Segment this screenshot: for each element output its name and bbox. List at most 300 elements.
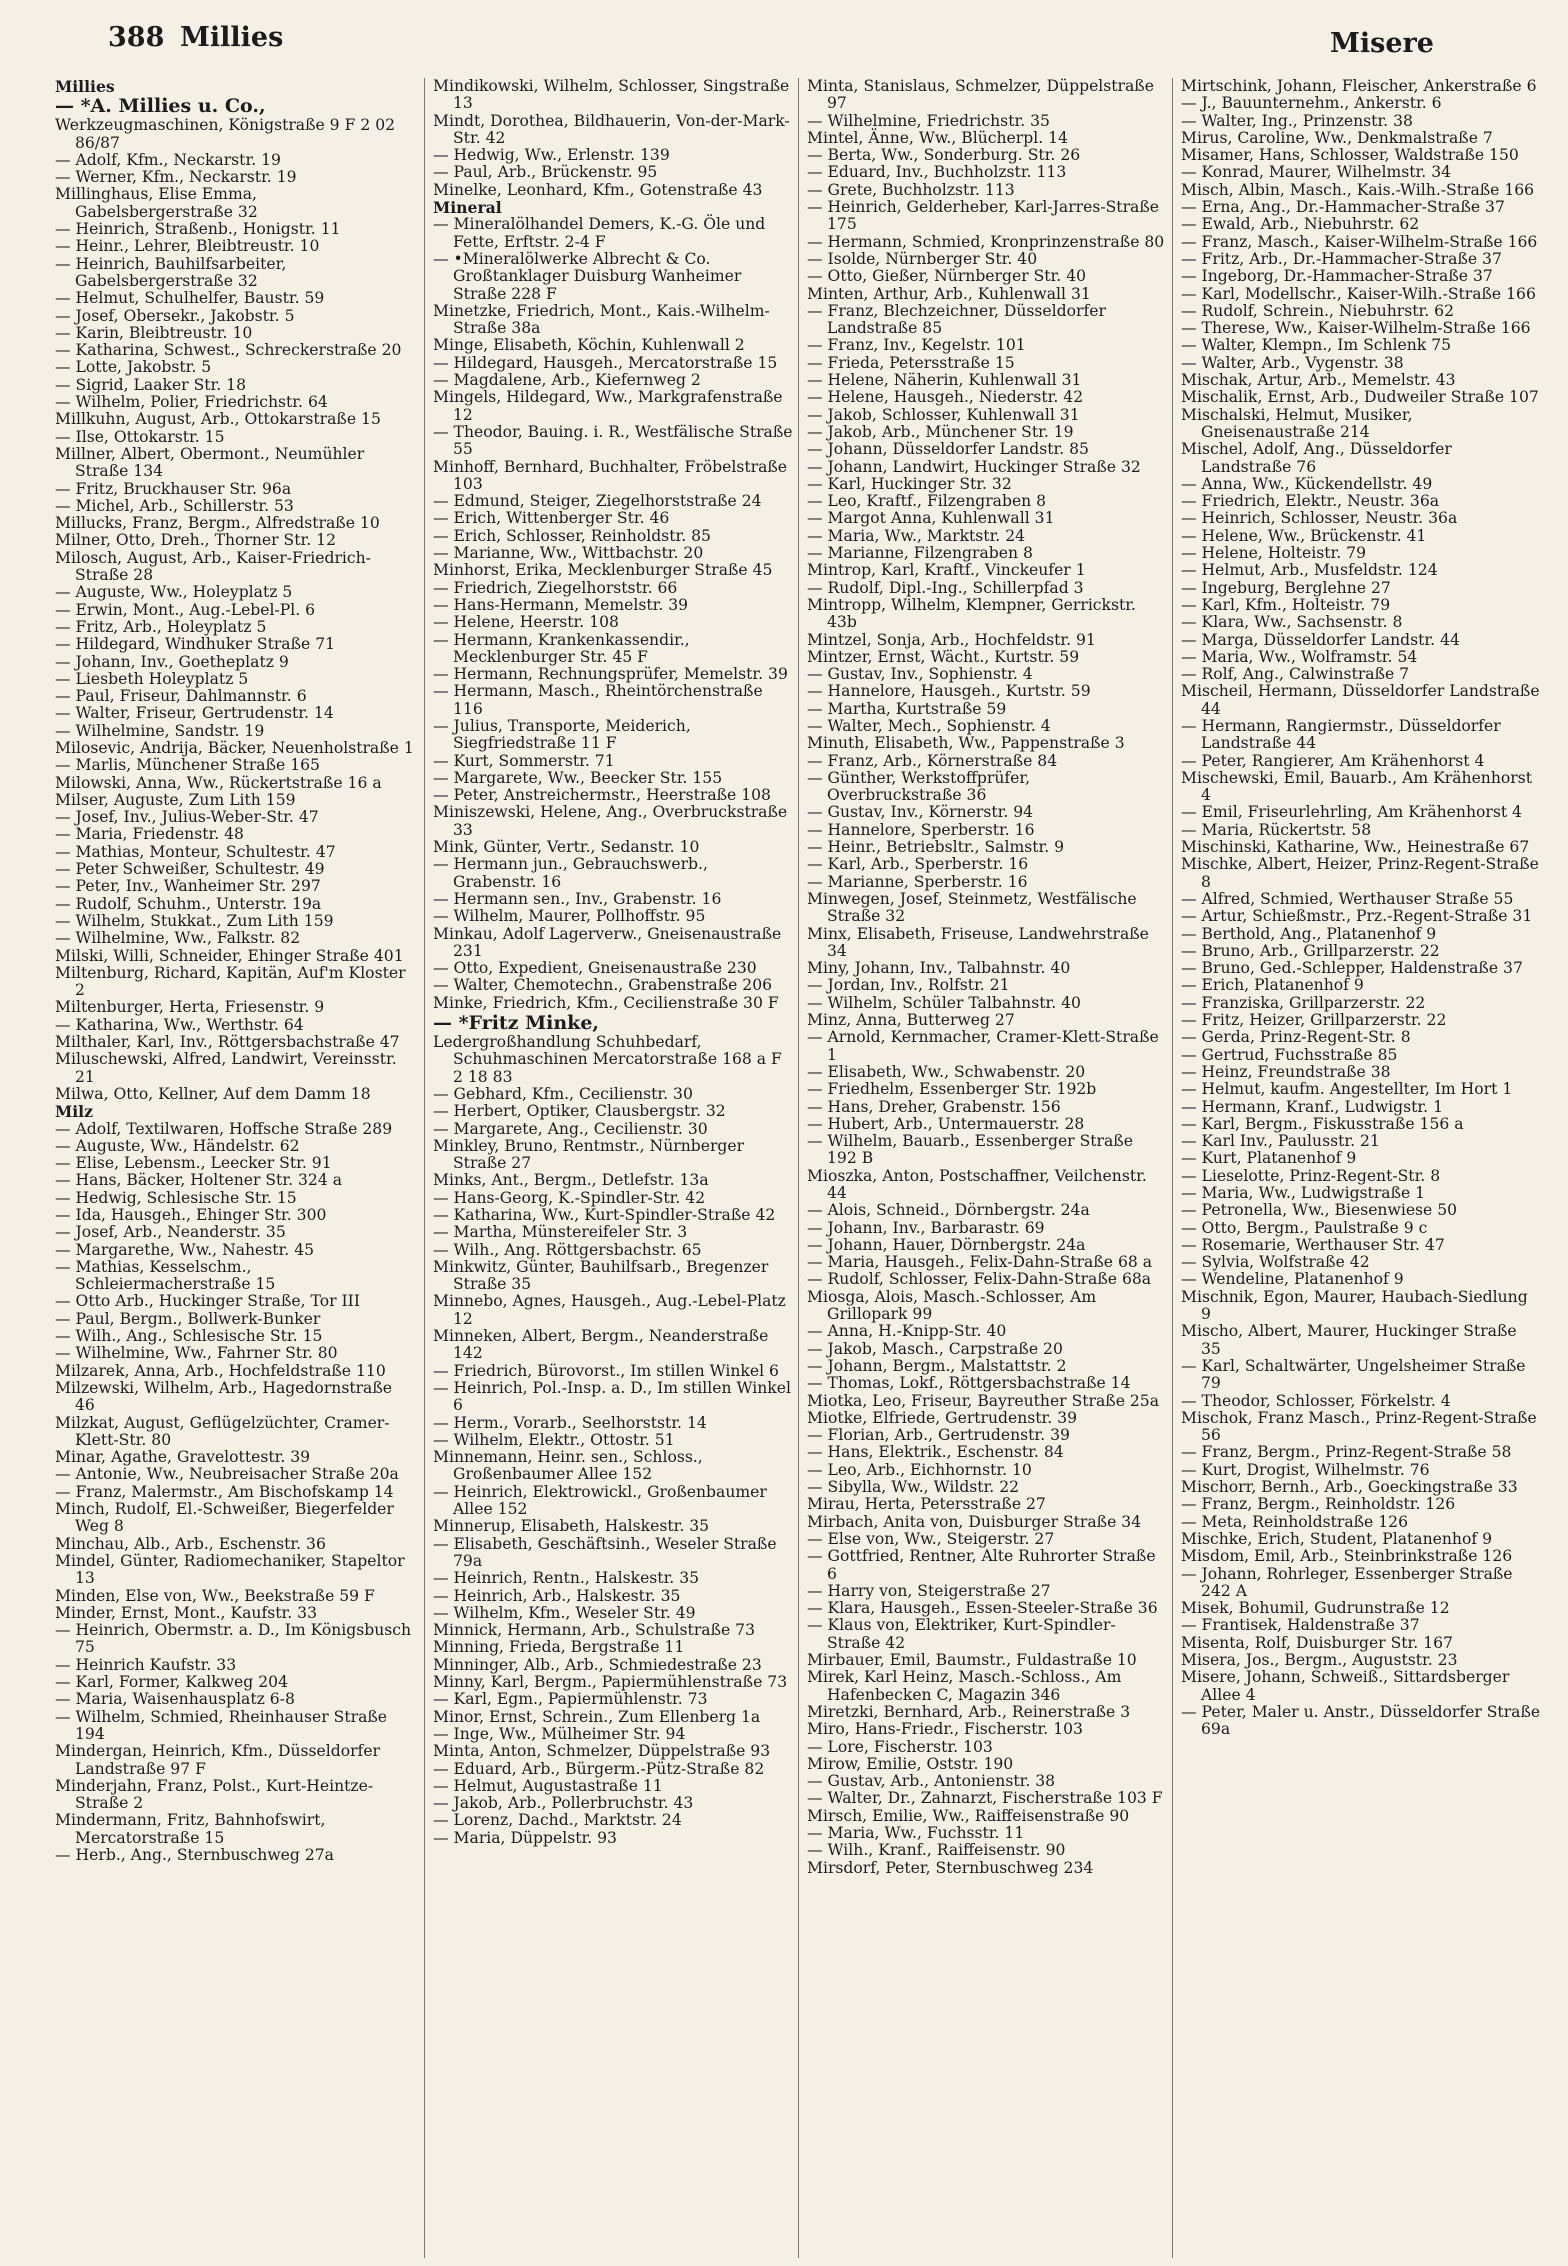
- directory-entry: Milthaler, Karl, Inv., Röttgersbachstraße 47: [55, 1033, 400, 1052]
- directory-entry: — Hermann, Rechnungsprüfer, Memelstr. 39: [433, 665, 788, 684]
- directory-entry: — Hermann, Krankenkassendir., Mecklenburger Str. 45 F: [433, 630, 690, 666]
- directory-entry: — Friedrich, Bürovorst., Im stillen Winkel 6: [433, 1361, 779, 1380]
- directory-entry: — Franz, Masch., Kaiser-Wilhelm-Straße 166: [1181, 232, 1538, 251]
- directory-entry: — Julius, Transporte, Meiderich, Siegfriedstraße 11 F: [433, 716, 691, 753]
- directory-entry: Minderjahn, Franz, Polst., Kurt-Heintze-Straße 2: [55, 1776, 374, 1813]
- directory-entry: Miro, Hans-Friedr., Fischerstr. 103: [807, 1720, 1083, 1739]
- directory-entry: — Kurt, Sommerstr. 71: [433, 751, 615, 770]
- directory-entry: — Wilhelm, Kfm., Weseler Str. 49: [433, 1603, 696, 1622]
- directory-entry: — Grete, Buchholzstr. 113: [807, 180, 1015, 199]
- directory-entry: Minning, Frieda, Bergstraße 11: [433, 1638, 685, 1657]
- directory-entry: — Maria, Ww., Wolframstr. 54: [1181, 647, 1418, 666]
- directory-columns: [55, 78, 1545, 2258]
- directory-entry: Miltenburger, Herta, Friesenstr. 9: [55, 998, 325, 1017]
- directory-entry: — Maria, Ww., Marktstr. 24: [807, 526, 1026, 545]
- directory-entry: — Helene, Holteistr. 79: [1181, 544, 1366, 563]
- directory-entry: — Peter, Rangierer, Am Krähenhorst 4: [1181, 751, 1485, 770]
- directory-entry: — Adolf, Textilwaren, Hoffsche Straße 289: [55, 1119, 393, 1138]
- directory-entry: — Inge, Ww., Mülheimer Str. 94: [433, 1724, 686, 1743]
- directory-entry: Milowski, Anna, Ww., Rückertstraße 16 a: [55, 773, 382, 792]
- directory-entry: — Marlis, Münchener Straße 165: [55, 756, 320, 775]
- directory-entry: — Walter, Mech., Sophienstr. 4: [807, 716, 1051, 735]
- directory-entry: — Jordan, Inv., Rolfstr. 21: [807, 976, 1010, 995]
- directory-entry: — Gustav, Inv., Sophienstr. 4: [807, 665, 1033, 684]
- directory-entry: — Heinrich, Schlosser, Neustr. 36a: [1181, 509, 1458, 528]
- directory-entry: — Marianne, Filzengraben 8: [807, 544, 1033, 563]
- directory-entry: — Maria, Ww., Fuchsstr. 11: [807, 1823, 1025, 1842]
- directory-entry: — Wilhelm, Schmied, Rheinhauser Straße 194: [55, 1707, 388, 1743]
- directory-entry: — Sylvia, Wolfstraße 42: [1181, 1253, 1370, 1272]
- directory-entry: Minnerup, Elisabeth, Halskestr. 35: [433, 1517, 710, 1536]
- directory-entry: — Antonie, Ww., Neubreisacher Straße 20a: [55, 1465, 399, 1484]
- directory-entry: Minten, Arthur, Arb., Kuhlenwall 31: [807, 284, 1091, 303]
- directory-entry: — Arnold, Kernmacher, Cramer-Klett-Straße 1: [807, 1028, 1159, 1064]
- directory-entry: — Herb., Ang., Sternbuschweg 27a: [55, 1845, 334, 1864]
- directory-entry: — Johann, Inv., Barbarastr. 69: [807, 1218, 1045, 1237]
- directory-entry: Mintel, Änne, Ww., Blücherpl. 14: [807, 128, 1068, 147]
- directory-entry: — Helene, Näherin, Kuhlenwall 31: [807, 371, 1082, 390]
- directory-entry: — Auguste, Ww., Holeyplatz 5: [55, 583, 293, 602]
- directory-entry: Mischewski, Emil, Bauarb., Am Krähenhorst 4: [1181, 768, 1532, 805]
- directory-entry: Millucks, Franz, Bergm., Alfredstraße 10: [55, 514, 380, 533]
- directory-entry: Mirow, Emilie, Oststr. 190: [807, 1754, 1014, 1773]
- directory-entry: Milzkat, August, Geflügelzüchter, Cramer-Klett-Str. 80: [55, 1413, 390, 1449]
- directory-entry: — Heinrich, Bauhilfsarbeiter, Gabelsbergerstraße 32: [55, 254, 287, 290]
- directory-entry: — Johann, Hauer, Dörnbergstr. 24a: [807, 1235, 1086, 1254]
- directory-entry: — Leo, Kraftf., Filzengraben 8: [807, 492, 1047, 511]
- directory-entry: — Liesbeth Holeyplatz 5: [55, 669, 249, 688]
- directory-entry: — Lore, Fischerstr. 103: [807, 1737, 993, 1756]
- directory-entry: Mirtschink, Johann, Fleischer, Ankerstraße 6: [1181, 78, 1537, 95]
- column-1: [55, 78, 415, 2258]
- directory-entry: — Auguste, Ww., Händelstr. 62: [55, 1136, 300, 1155]
- directory-entry: — Walter, Dr., Zahnarzt, Fischerstraße 103 F: [807, 1789, 1163, 1808]
- directory-entry: — Maria, Hausgeh., Felix-Dahn-Straße 68 a: [807, 1253, 1153, 1272]
- directory-entry: — Alois, Schneid., Dörnbergstr. 24a: [807, 1201, 1090, 1220]
- directory-entry: — Werner, Kfm., Neckarstr. 19: [55, 168, 297, 187]
- directory-entry: Milser, Auguste, Zum Lith 159: [55, 790, 296, 809]
- directory-entry: — Katharina, Ww., Werthstr. 64: [55, 1015, 304, 1034]
- directory-entry: — Karl, Huckinger Str. 32: [807, 474, 1012, 493]
- directory-entry: — Sigrid, Laaker Str. 18: [55, 375, 247, 394]
- directory-entry: — Meta, Reinholdstraße 126: [1181, 1512, 1409, 1531]
- directory-entry: — Walter, Arb., Vygenstr. 38: [1181, 353, 1404, 372]
- directory-entry: — Wilhelmine, Sandstr. 19: [55, 721, 265, 740]
- directory-entry: — Mathias, Monteur, Schultestr. 47: [55, 842, 336, 861]
- directory-entry: Misera, Jos., Bergm., Auguststr. 23: [1181, 1651, 1458, 1670]
- directory-entry: — Hedwig, Ww., Erlenstr. 139: [433, 146, 670, 165]
- directory-entry: Mineral: [433, 198, 502, 218]
- directory-entry: — Helene, Hausgeh., Niederstr. 42: [807, 388, 1084, 407]
- directory-entry: — Maria, Friedenstr. 48: [55, 825, 244, 844]
- directory-entry: — Hans, Dreher, Grabenstr. 156: [807, 1097, 1061, 1116]
- directory-entry: — Wilhelmine, Ww., Fahrner Str. 80: [55, 1344, 338, 1363]
- directory-entry: Miny, Johann, Inv., Talbahnstr. 40: [807, 959, 1071, 978]
- directory-entry: — Ingeborg, Dr.-Hammacher-Straße 37: [1181, 267, 1493, 286]
- directory-entry: — Heinrich, Elektrowickl., Großenbaumer Allee 152: [433, 1482, 767, 1519]
- directory-entry: — Wendeline, Platanenhof 9: [1181, 1270, 1404, 1289]
- directory-entry: — Hildegard, Hausgeh., Mercatorstraße 15: [433, 353, 778, 372]
- directory-entry: — Eduard, Inv., Buchholzstr. 113: [807, 163, 1067, 182]
- directory-entry: Mingels, Hildegard, Ww., Markgrafenstraße 12: [433, 388, 783, 424]
- directory-entry: — Heinz, Freundstraße 38: [1181, 1062, 1391, 1081]
- directory-entry: — Eduard, Arb., Bürgerm.-Pütz-Straße 82: [433, 1759, 765, 1778]
- directory-entry: — Erwin, Mont., Aug.-Lebel-Pl. 6: [55, 600, 316, 619]
- directory-entry: — Franz, Bergm., Reinholdstr. 126: [1181, 1495, 1456, 1514]
- directory-entry: — Gottfried, Rentner, Alte Ruhrorter Straße 6: [807, 1547, 1156, 1583]
- directory-entry: — Bruno, Arb., Grillparzerstr. 22: [1181, 941, 1440, 960]
- directory-entry: — Hubert, Arb., Untermauerstr. 28: [807, 1114, 1085, 1133]
- directory-entry: — Heinrich, Obermstr. a. D., Im Königsbusch 75: [55, 1621, 412, 1657]
- directory-entry: — Maria, Ww., Ludwigstraße 1: [1181, 1184, 1426, 1202]
- directory-entry: Minder, Ernst, Mont., Kaufstr. 33: [55, 1603, 317, 1622]
- directory-entry: — Wilhelm, Elektr., Ottostr. 51: [433, 1430, 675, 1449]
- directory-entry: — Magdalene, Arb., Kiefernweg 2: [433, 371, 701, 390]
- directory-entry: — Hermann, Kranf., Ludwigstr. 1: [1181, 1097, 1443, 1116]
- directory-entry: Mischel, Adolf, Ang., Düsseldorfer Landstraße 76: [1181, 440, 1452, 476]
- directory-entry: — Maria, Rückertstr. 58: [1181, 820, 1372, 839]
- directory-entry: — Mathias, Kesselschm., Schleiermacherstraße 15: [55, 1257, 276, 1294]
- directory-entry: — Gerda, Prinz-Regent-Str. 8: [1181, 1028, 1411, 1047]
- directory-entry: — Günther, Werkstoffprüfer, Overbruckstraße 36: [807, 768, 1031, 805]
- directory-entry: Mirek, Karl Heinz, Masch.-Schloss., Am Hafenbecken C, Magazin 346: [807, 1668, 1122, 1704]
- directory-entry: — Peter, Inv., Wanheimer Str. 297: [55, 877, 321, 896]
- column-4: [1181, 78, 1541, 2258]
- directory-entry: — Marianne, Ww., Wittbachstr. 20: [433, 544, 704, 563]
- directory-entry: — Wilhelm, Polier, Friedrichstr. 64: [55, 393, 328, 412]
- directory-entry: — Heinr., Lehrer, Bleibtreustr. 10: [55, 237, 320, 256]
- directory-entry: — Heinrich, Arb., Halskestr. 35: [433, 1586, 681, 1605]
- directory-entry: — Fritz, Arb., Dr.-Hammacher-Straße 37: [1181, 249, 1502, 268]
- directory-entry: — Otto, Bergm., Paulstraße 9 c: [1181, 1218, 1428, 1237]
- directory-entry: — Johann, Bergm., Malstattstr. 2: [807, 1356, 1067, 1375]
- directory-entry: — Katharina, Schwest., Schreckerstraße 20: [55, 341, 402, 360]
- directory-entry: — Paul, Bergm., Bollwerk-Bunker: [55, 1309, 321, 1328]
- directory-entry: Milosevic, Andrija, Bäcker, Neuenholstraße 1: [55, 738, 414, 757]
- directory-entry: Misere, Johann, Schweiß., Sittardsberger Allee 4: [1181, 1668, 1510, 1704]
- directory-entry: Mintzel, Sonja, Arb., Hochfeldstr. 91: [807, 630, 1096, 649]
- directory-entry: Minnebo, Agnes, Hausgeh., Aug.-Lebel-Platz 12: [433, 1292, 786, 1328]
- directory-entry: — Hermann sen., Inv., Grabenstr. 16: [433, 889, 722, 908]
- directory-entry: — Kurt, Drogist, Wilhelmstr. 76: [1181, 1460, 1430, 1479]
- directory-entry: — Franz, Arb., Körnerstraße 84: [807, 751, 1058, 770]
- directory-entry: — Petronella, Ww., Biesenwiese 50: [1181, 1201, 1458, 1220]
- directory-entry: Mischalski, Helmut, Musiker, Gneisenaustraße 214: [1181, 405, 1413, 441]
- directory-entry: — Karl, Schaltwärter, Ungelsheimer Straße 79: [1181, 1356, 1526, 1393]
- directory-entry: Mischalik, Ernst, Arb., Dudweiler Straße 107: [1181, 388, 1539, 407]
- directory-entry: — Elisabeth, Geschäftsinh., Weseler Straße 79a: [433, 1534, 777, 1570]
- directory-entry: — Peter, Anstreichermstr., Heerstraße 108: [433, 786, 771, 805]
- directory-entry: — Karl, Egm., Papiermühlenstr. 73: [433, 1690, 708, 1709]
- directory-entry: — Wilh., Ang. Röttgersbachstr. 65: [433, 1240, 702, 1259]
- directory-entry: Minch, Rudolf, El.-Schweißer, Biegerfelder Weg 8: [55, 1500, 394, 1536]
- directory-entry: — Artur, Schießmstr., Prz.-Regent-Straße 31: [1181, 907, 1533, 926]
- directory-entry: — Wilh., Ang., Schlesische Str. 15: [55, 1327, 323, 1346]
- directory-entry: — Heinrich, Pol.-Insp. a. D., Im stillen Winkel 6: [433, 1378, 791, 1415]
- directory-entry: — Otto, Gießer, Nürnberger Str. 40: [807, 267, 1087, 286]
- directory-entry: — Herm., Vorarb., Seelhorststr. 14: [433, 1413, 707, 1432]
- directory-entry: — Ilse, Ottokarstr. 15: [55, 427, 225, 446]
- directory-entry: — Karl, Kfm., Holteistr. 79: [1181, 595, 1391, 614]
- directory-entry: — Otto Arb., Huckinger Straße, Tor III: [55, 1292, 360, 1311]
- directory-entry: — Thomas, Lokf., Röttgersbachstraße 14: [807, 1374, 1131, 1393]
- directory-entry: Mioszka, Anton, Postschaffner, Veilchenstr. 44: [807, 1166, 1147, 1202]
- directory-entry: Miotka, Leo, Friseur, Bayreuther Straße 25a: [807, 1391, 1160, 1410]
- directory-entry: — Herbert, Optiker, Clausbergstr. 32: [433, 1102, 726, 1121]
- directory-entry: Minhorst, Erika, Mecklenburger Straße 45: [433, 561, 773, 580]
- directory-entry: — Leo, Arb., Eichhornstr. 10: [807, 1460, 1032, 1479]
- directory-entry: — Karl, Arb., Sperberstr. 16: [807, 855, 1029, 874]
- column-divider: [424, 78, 425, 2258]
- directory-entry: — Wilhelm, Bauarb., Essenberger Straße 192 B: [807, 1132, 1133, 1168]
- directory-entry: — Margarete, Ang., Cecilienstr. 30: [433, 1119, 708, 1138]
- directory-entry: — Rudolf, Schlosser, Felix-Dahn-Straße 68a: [807, 1270, 1152, 1289]
- directory-entry: — Fritz, Arb., Holeyplatz 5: [55, 617, 267, 636]
- directory-entry: — Harry von, Steigerstraße 27: [807, 1581, 1051, 1600]
- directory-entry: — Bruno, Ged.-Schlepper, Haldenstraße 37: [1181, 959, 1523, 978]
- page-header: [0, 0, 1568, 70]
- directory-entry: — Hermann, Masch., Rheintörchenstraße 116: [433, 682, 763, 718]
- directory-entry: — Mineralölhandel Demers, K.-G. Öle und Fette, Erftstr. 2-4 F: [433, 215, 766, 251]
- directory-entry: — Erich, Platanenhof 9: [1181, 976, 1364, 995]
- directory-entry: — Johann, Düsseldorfer Landstr. 85: [807, 440, 1089, 459]
- directory-entry: — Ida, Hausgeh., Ehinger Str. 300: [55, 1206, 327, 1224]
- directory-entry: — Ewald, Arb., Niebuhrstr. 62: [1181, 215, 1420, 234]
- directory-entry: — Gebhard, Kfm., Cecilienstr. 30: [433, 1084, 693, 1103]
- directory-entry: — Fritz, Bruckhauser Str. 96a: [55, 479, 292, 498]
- directory-entry: — Helmut, kaufm. Angestellter, Im Hort 1: [1181, 1080, 1513, 1099]
- directory-entry: — Walter, Ing., Prinzenstr. 38: [1181, 111, 1413, 130]
- directory-entry: — Marianne, Sperberstr. 16: [807, 872, 1028, 891]
- directory-entry: — Fritz, Heizer, Grillparzerstr. 22: [1181, 1011, 1447, 1030]
- directory-entry: Minhoff, Bernhard, Buchhalter, Fröbelstraße 103: [433, 457, 788, 493]
- directory-entry: — Heinrich, Rentn., Halskestr. 35: [433, 1569, 700, 1588]
- directory-entry: Milski, Willi, Schneider, Ehinger Straße 401: [55, 946, 404, 965]
- directory-entry: — Michel, Arb., Schillerstr. 53: [55, 496, 294, 515]
- directory-entry: Mirsch, Emilie, Ww., Raiffeisenstraße 90: [807, 1806, 1130, 1825]
- directory-entry: — Franz, Inv., Kegelstr. 101: [807, 336, 1026, 355]
- directory-entry: Misch, Albin, Masch., Kais.-Wilh.-Straße 166: [1181, 180, 1535, 199]
- directory-entry: — Hermann, Rangiermstr., Düsseldorfer Landstraße 44: [1181, 716, 1501, 753]
- directory-entry: Milwa, Otto, Kellner, Auf dem Damm 18: [55, 1084, 371, 1103]
- directory-entry: — Therese, Ww., Kaiser-Wilhelm-Straße 166: [1181, 319, 1531, 338]
- directory-entry: Millinghaus, Elise Emma, Gabelsbergerstraße 32: [55, 185, 258, 221]
- directory-entry: Ledergroßhandlung Schuhbedarf, Schuhmaschinen Mercatorstraße 168 a F 2 18 83: [433, 1033, 782, 1086]
- directory-entry: — Wilhelm, Schüler Talbahnstr. 40: [807, 993, 1081, 1012]
- directory-entry: Mintropp, Wilhelm, Klempner, Gerrickstr. 43b: [807, 595, 1136, 632]
- directory-entry: Minneken, Albert, Bergm., Neanderstraße 142: [433, 1327, 769, 1363]
- directory-entry: Werkzeugmaschinen, Königstraße 9 F 2 02 86/87: [55, 116, 396, 152]
- directory-entry: — Kurt, Platanenhof 9: [1181, 1149, 1357, 1168]
- directory-entry: — Klaus von, Elektriker, Kurt-Spindler-Straße 42: [807, 1616, 1116, 1652]
- directory-entry: — Maria, Düppelstr. 93: [433, 1828, 617, 1847]
- directory-entry: — Wilh., Kranf., Raiffeisenstr. 90: [807, 1841, 1066, 1860]
- directory-entry: — J., Bauunternehm., Ankerstr. 6: [1181, 94, 1442, 113]
- directory-entry: Milzewski, Wilhelm, Arb., Hagedornstraße 46: [55, 1378, 392, 1415]
- directory-entry: — Jakob, Arb., Pollerbruchstr. 43: [433, 1794, 694, 1813]
- header-left-name: Millies: [180, 22, 284, 53]
- directory-entry: Mintrop, Karl, Kraftf., Vinckeufer 1: [807, 561, 1086, 580]
- directory-entry: Minkau, Adolf Lagerverw., Gneisenaustraße 231: [433, 924, 782, 960]
- directory-entry: Mischo, Albert, Maurer, Huckinger Straße 35: [1181, 1322, 1517, 1358]
- directory-entry: — Emil, Friseurlehrling, Am Krähenhorst 4: [1181, 803, 1522, 822]
- directory-entry: Miniszewski, Helene, Ang., Overbruckstraße 33: [433, 803, 788, 839]
- directory-entry: Mischke, Albert, Heizer, Prinz-Regent-Straße 8: [1181, 855, 1539, 891]
- directory-entry: — Anna, H.-Knipp-Str. 40: [807, 1322, 1007, 1341]
- directory-entry: — Rudolf, Schrein., Niebuhrstr. 62: [1181, 301, 1455, 320]
- directory-entry: Millner, Albert, Obermont., Neumühler Straße 134: [55, 444, 365, 481]
- directory-entry: Mischeil, Hermann, Düsseldorfer Landstraße 44: [1181, 682, 1540, 718]
- directory-entry: — Karl, Bergm., Fiskusstraße 156 a: [1181, 1114, 1464, 1133]
- directory-entry: Mink, Günter, Vertr., Sedanstr. 10: [433, 838, 700, 857]
- directory-entry: — Karl, Former, Kalkweg 204: [55, 1673, 288, 1692]
- directory-entry: Milzarek, Anna, Arb., Hochfeldstraße 110: [55, 1361, 386, 1380]
- directory-entry: — Alfred, Schmied, Werthauser Straße 55: [1181, 889, 1514, 908]
- directory-entry: — Lorenz, Dachd., Marktstr. 24: [433, 1811, 682, 1830]
- directory-entry: Minke, Friedrich, Kfm., Cecilienstraße 30 F: [433, 993, 779, 1012]
- directory-entry: — Lotte, Jakobstr. 5: [55, 358, 212, 377]
- directory-entry: — Friedrich, Ziegelhorststr. 66: [433, 578, 678, 597]
- column-3: [807, 78, 1167, 2258]
- directory-entry: — Peter Schweißer, Schultestr. 49: [55, 860, 325, 879]
- directory-entry: Misdom, Emil, Arb., Steinbrinkstraße 126: [1181, 1547, 1513, 1566]
- directory-entry: Mischok, Franz Masch., Prinz-Regent-Straße 56: [1181, 1408, 1537, 1445]
- directory-entry: — Hermann, Schmied, Kronprinzenstraße 80: [807, 232, 1165, 251]
- directory-entry: — Anna, Ww., Kückendellstr. 49: [1181, 474, 1433, 493]
- directory-entry: — Erich, Schlosser, Reinholdstr. 85: [433, 526, 711, 545]
- directory-entry: — Franz, Blechzeichner, Düsseldorfer Landstraße 85: [807, 301, 1106, 338]
- directory-entry: Miluschewski, Alfred, Landwirt, Vereinsstr. 21: [55, 1050, 397, 1086]
- directory-entry: — Walter, Chemotechn., Grabenstraße 206: [433, 976, 773, 995]
- directory-entry: — Johann, Rohrleger, Essenberger Straße 242 A: [1181, 1564, 1513, 1600]
- directory-entry: Minar, Agathe, Gravelottestr. 39: [55, 1448, 311, 1467]
- directory-entry: — Hans-Georg, K.-Spindler-Str. 42: [433, 1188, 706, 1207]
- directory-entry: Mirbach, Anita von, Duisburger Straße 34: [807, 1512, 1142, 1531]
- directory-entry: — •Mineralölwerke Albrecht & Co. Großtanklager Duisburg Wanheimer Straße 228 F: [433, 249, 742, 303]
- directory-entry: Minny, Karl, Bergm., Papiermühlenstraße 73: [433, 1673, 788, 1692]
- directory-entry: Miltenburg, Richard, Kapitän, Auf'm Kloster 2: [55, 963, 406, 1000]
- directory-entry: Mischorr, Bernh., Arb., Goeckingstraße 33: [1181, 1478, 1518, 1497]
- directory-entry: — Franz, Malermstr., Am Bischofskamp 14: [55, 1482, 394, 1501]
- directory-entry: — Josef, Arb., Neanderstr. 35: [55, 1223, 286, 1242]
- directory-entry: — Heinrich Kaufstr. 33: [55, 1655, 237, 1674]
- directory-entry: — Maria, Waisenhausplatz 6-8: [55, 1690, 295, 1709]
- directory-entry: — Margarethe, Ww., Nahestr. 45: [55, 1240, 315, 1259]
- directory-entry: — Josef, Obersekr., Jakobstr. 5: [55, 306, 295, 325]
- directory-entry: Minx, Elisabeth, Friseuse, Landwehrstraße 34: [807, 924, 1149, 960]
- directory-entry: — Frieda, Petersstraße 15: [807, 353, 1015, 372]
- directory-entry: Miosga, Alois, Masch.-Schlosser, Am Grillopark 99: [807, 1287, 1097, 1324]
- header-right-name: Misere: [1330, 28, 1434, 59]
- directory-entry: Minta, Anton, Schmelzer, Düppelstraße 93: [433, 1742, 771, 1761]
- directory-entry: — Theodor, Bauing. i. R., Westfälische Straße 55: [433, 422, 793, 459]
- directory-entry: — Hedwig, Schlesische Str. 15: [55, 1188, 297, 1207]
- directory-entry: — Hannelore, Sperberstr. 16: [807, 820, 1035, 839]
- directory-entry: Mindt, Dorothea, Bildhauerin, Von-der-Mark-Str. 42: [433, 111, 790, 147]
- directory-entry: Minkwitz, Günter, Bauhilfsarb., Bregenzer Straße 35: [433, 1257, 769, 1294]
- directory-entry: — Hans, Elektrik., Eschenstr. 84: [807, 1443, 1064, 1462]
- directory-entry: Misenta, Rolf, Duisburger Str. 167: [1181, 1633, 1453, 1652]
- directory-entry: — Paul, Arb., Brückenstr. 95: [433, 163, 658, 182]
- directory-entry: Mirus, Caroline, Ww., Denkmalstraße 7: [1181, 128, 1493, 147]
- directory-entry: — Florian, Arb., Gertrudenstr. 39: [807, 1426, 1070, 1445]
- directory-entry: — Wilhelm, Stukkat., Zum Lith 159: [55, 911, 334, 930]
- directory-entry: — Helmut, Arb., Musfeldstr. 124: [1181, 561, 1438, 580]
- directory-entry: Misek, Bohumil, Gudrunstraße 12: [1181, 1599, 1450, 1618]
- directory-entry: Misamer, Hans, Schlosser, Waldstraße 150: [1181, 146, 1519, 165]
- directory-entry: Mischke, Erich, Student, Platanenhof 9: [1181, 1529, 1492, 1548]
- directory-entry: — Martha, Kurtstraße 59: [807, 699, 1007, 718]
- directory-entry: — Klara, Hausgeh., Essen-Steeler-Straße 36: [807, 1599, 1158, 1618]
- directory-entry: — Karin, Bleibtreustr. 10: [55, 323, 253, 342]
- column-2: [433, 78, 793, 2258]
- directory-entry: Milosch, August, Arb., Kaiser-Friedrich-Straße 28: [55, 548, 371, 585]
- directory-entry: — Erich, Wittenberger Str. 46: [433, 509, 670, 528]
- directory-entry: — Helmut, Schulhelfer, Baustr. 59: [55, 289, 325, 308]
- directory-entry: Minnemann, Heinr. sen., Schloss., Großenbaumer Allee 152: [433, 1448, 703, 1484]
- directory-entry: Minnick, Hermann, Arb., Schulstraße 73: [433, 1621, 756, 1640]
- directory-entry: — Helene, Heerstr. 108: [433, 613, 619, 632]
- directory-entry: Minelke, Leonhard, Kfm., Gotenstraße 43: [433, 180, 763, 199]
- directory-entry: — Konrad, Maurer, Wilhelmstr. 34: [1181, 163, 1452, 182]
- directory-entry: — Edmund, Steiger, Ziegelhorststraße 24: [433, 492, 762, 511]
- directory-entry: Mirsdorf, Peter, Sternbuschweg 234: [807, 1858, 1094, 1877]
- directory-entry: — Walter, Klempn., Im Schlenk 75: [1181, 336, 1452, 355]
- directory-entry: — Isolde, Nürnberger Str. 40: [807, 249, 1038, 268]
- directory-entry: Minor, Ernst, Schrein., Zum Ellenberg 1a: [433, 1707, 761, 1726]
- directory-entry: — Heinr., Betriebsltr., Salmstr. 9: [807, 838, 1065, 857]
- directory-entry: Mintzer, Ernst, Wächt., Kurtstr. 59: [807, 647, 1080, 666]
- directory-entry: — Martha, Münstereifeler Str. 3: [433, 1223, 688, 1242]
- directory-entry: Millies: [55, 78, 115, 96]
- directory-entry: — Gustav, Arb., Antonienstr. 38: [807, 1772, 1056, 1791]
- directory-entry: Mindel, Günter, Radiomechaniker, Stapeltor 13: [55, 1551, 405, 1588]
- directory-entry: Miretzki, Bernhard, Arb., Reinerstraße 3: [807, 1702, 1131, 1721]
- directory-entry: Miotke, Elfriede, Gertrudenstr. 39: [807, 1408, 1078, 1427]
- directory-entry: — Rosemarie, Werthauser Str. 47: [1181, 1235, 1445, 1254]
- directory-entry: — Elisabeth, Ww., Schwabenstr. 20: [807, 1062, 1086, 1081]
- directory-entry: — Otto, Expedient, Gneisenaustraße 230: [433, 959, 757, 978]
- directory-entry: — Rudolf, Dipl.-Ing., Schillerpfad 3: [807, 578, 1084, 597]
- directory-entry: — *A. Millies u. Co.,: [55, 95, 266, 118]
- directory-entry: — Lieselotte, Prinz-Regent-Str. 8: [1181, 1166, 1441, 1185]
- directory-entry: — Jakob, Masch., Carpstraße 20: [807, 1339, 1063, 1358]
- directory-entry: — Erna, Ang., Dr.-Hammacher-Straße 37: [1181, 198, 1505, 217]
- directory-entry: Milz: [55, 1102, 93, 1122]
- directory-entry: — Hans-Hermann, Memelstr. 39: [433, 595, 689, 614]
- directory-entry: — Heinrich, Gelderheber, Karl-Jarres-Straße 175: [807, 198, 1159, 234]
- directory-entry: — Josef, Inv., Julius-Weber-Str. 47: [55, 808, 319, 827]
- directory-entry: — Jakob, Arb., Münchener Str. 19: [807, 422, 1074, 441]
- directory-entry: Minta, Stanislaus, Schmelzer, Düppelstraße 97: [807, 78, 1154, 113]
- directory-entry: — Friedhelm, Essenberger Str. 192b: [807, 1080, 1097, 1099]
- directory-entry: — Frantisek, Haldenstraße 37: [1181, 1616, 1420, 1635]
- directory-entry: — Hans, Bäcker, Holtener Str. 324 a: [55, 1171, 342, 1190]
- directory-entry: — Franziska, Grillparzerstr. 22: [1181, 993, 1426, 1012]
- directory-entry: Mindergan, Heinrich, Kfm., Düsseldorfer Landstraße 97 F: [55, 1742, 381, 1778]
- directory-entry: — Paul, Friseur, Dahlmannstr. 6: [55, 687, 307, 706]
- directory-entry: Mindikowski, Wilhelm, Schlosser, Singstraße 13: [433, 78, 790, 113]
- directory-entry: — Berta, Ww., Sonderburg. Str. 26: [807, 146, 1081, 165]
- directory-entry: — Else von, Ww., Steigerstr. 27: [807, 1529, 1055, 1548]
- directory-entry: Mindermann, Fritz, Bahnhofswirt, Mercatorstraße 15: [55, 1811, 326, 1847]
- directory-entry: — Franz, Bergm., Prinz-Regent-Straße 58: [1181, 1443, 1512, 1462]
- directory-entry: — Gustav, Inv., Körnerstr. 94: [807, 803, 1034, 822]
- directory-entry: Minkley, Bruno, Rentmstr., Nürnberger Straße 27: [433, 1136, 745, 1173]
- directory-entry: Minge, Elisabeth, Köchin, Kuhlenwall 2: [433, 336, 745, 355]
- directory-entry: Milner, Otto, Dreh., Thorner Str. 12: [55, 531, 336, 550]
- directory-entry: — Friedrich, Elektr., Neustr. 36a: [1181, 492, 1440, 511]
